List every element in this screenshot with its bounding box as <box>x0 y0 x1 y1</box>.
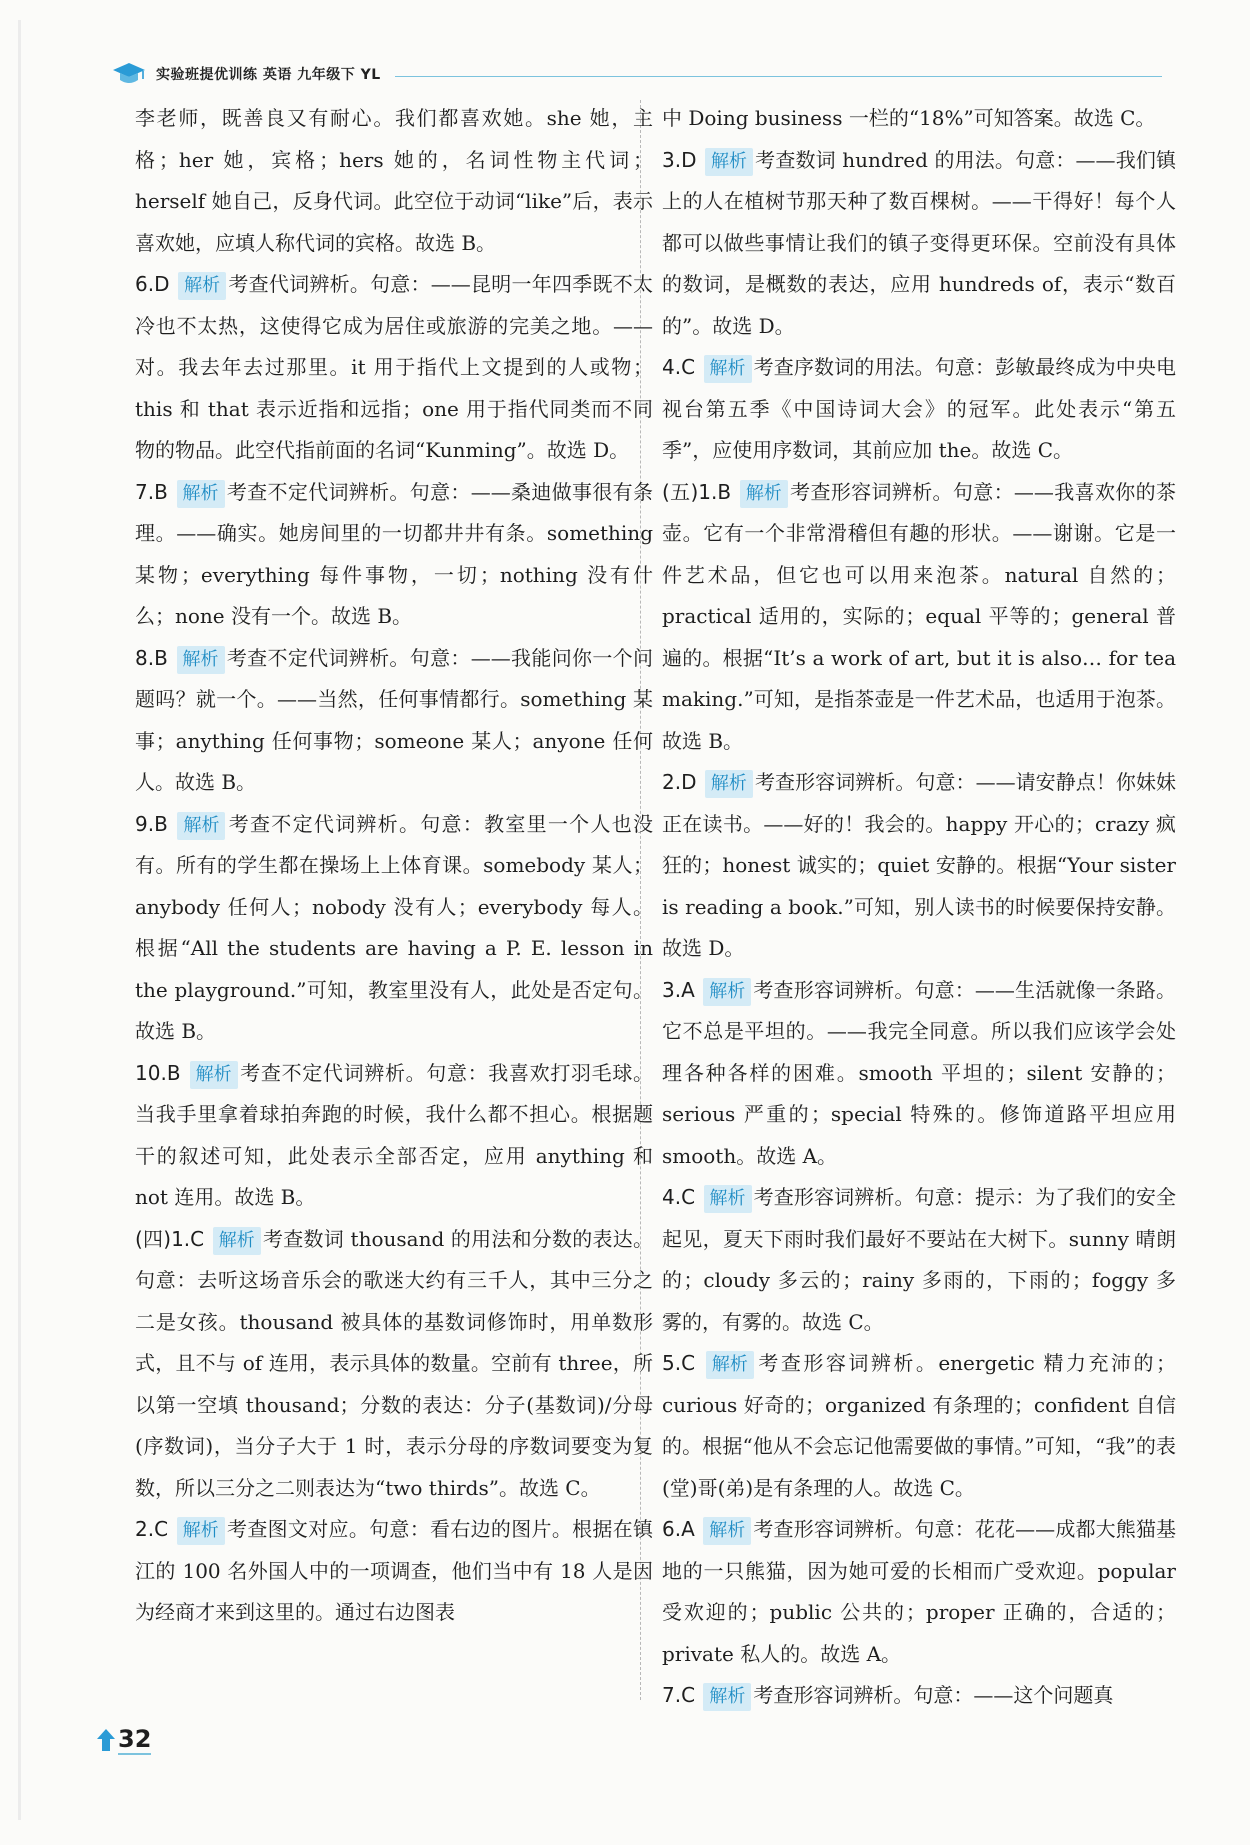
page-header <box>112 58 1162 90</box>
answer-letter: C <box>154 1517 169 1541</box>
explanation-text: 考查形容词辨析。句意：——生活就像一条路。它不总是平坦的。——我完全同意。所以我们应该学会处理各种各样的困难。smooth 平坦的；silent 安静的；serious 严重的；special 特殊的。修饰道路平坦应用 smooth。故选 A。 <box>662 977 1177 1168</box>
answer-item <box>662 1343 1176 1509</box>
answer-letter: D <box>681 147 697 172</box>
question-number: 3. <box>662 147 682 172</box>
question-number: 4. <box>662 355 682 379</box>
question-number: 6. <box>662 1517 682 1541</box>
explanation-text: 考查形容词辨析。句意：提示：为了我们的安全起见，夏天下雨时我们最好不要站在大树下。sunny 晴朗的；cloudy 多云的；rainy 多雨的，下雨的；foggy 多雾的，有雾的。故选 C。 <box>662 1185 1177 1334</box>
analysis-tag: 解析 <box>703 978 751 1006</box>
analysis-tag: 解析 <box>704 1185 752 1213</box>
explanation-text: 考查序数词的用法。句意：彭敏最终成为中央电视台第五季《中国诗词大会》的冠军。此处表示“第五季”，应使用序数词，其前应加 the。故选 C。 <box>662 355 1177 462</box>
explanation-text: 考查形容词辨析。句意：——我喜欢你的茶壶。它有一个非常滑稽但有趣的形状。——谢谢。它是一件艺术品，但它也可以用来泡茶。natural 自然的；practical 适用的，实际的；equal 平等的；general 普遍的。根据“It’s a work of art, but it is also… for tea making.”可知，是指茶壶是一件艺术品，也适用于泡茶。故选 B。 <box>662 479 1176 753</box>
analysis-tag: 解析 <box>190 1061 238 1089</box>
answer-letter: B <box>154 811 168 836</box>
graduation-cap-icon <box>112 60 146 88</box>
answer-item <box>135 472 653 638</box>
question-number: 2. <box>662 770 682 794</box>
page-number-text: 32 <box>118 1725 152 1753</box>
analysis-tag: 解析 <box>705 148 753 176</box>
explanation-text: 考查不定代词辨析。句意：——我能问你一个问题吗？就一个。——当然，任何事情都行。something 某事；anything 任何事物；someone 某人；anyone 任何人。故选 B。 <box>135 645 654 794</box>
answer-item <box>662 1509 1176 1675</box>
answer-item <box>135 1219 653 1510</box>
question-number: (四)1. <box>135 1226 191 1251</box>
question-number: (五)1. <box>662 479 718 504</box>
question-number: 6. <box>135 272 155 296</box>
answer-letter: B <box>717 479 732 504</box>
question-number: 3. <box>662 977 682 1002</box>
question-number: 4. <box>662 1185 682 1209</box>
answer-letter: C <box>681 1683 696 1707</box>
question-number: 9. <box>135 811 155 836</box>
up-arrow-icon <box>96 1727 116 1753</box>
question-number: 8. <box>135 645 155 670</box>
answer-item <box>662 347 1176 472</box>
explanation-text: 考查形容词辨析。句意：——请安静点！你妹妹正在读书。——好的！我会的。happy 开心的；crazy 疯狂的；honest 诚实的；quiet 安静的。根据“Your sister is reading a book.”可知，别人读书的时候要保持安静。故选 D。 <box>662 770 1177 960</box>
right-column <box>662 98 1176 1717</box>
explanation-text: 考查不定代词辨析。句意：教室里一个人也没有。所有的学生都在操场上上体育课。somebody 某人；anybody 任何人；nobody 没有人；everybody 每人。根据“All the students are having a P. E. lesson in the playground.”可知，教室里没有人，此处是否定句。故选 B。 <box>135 811 654 1043</box>
answer-item <box>662 1177 1176 1343</box>
answer-letter: C <box>681 355 696 379</box>
explanation-text: 考查图文对应。句意：看右边的图片。根据在镇江的 100 名外国人中的一项调查，他们当中有 18 人是因为经商才来到这里的。通过右边图表 <box>135 1517 654 1624</box>
explanation-text: 中 Doing business 一栏的“18%”可知答案。故选 C。 <box>662 106 1156 130</box>
question-number: 2. <box>135 1517 155 1541</box>
answer-item <box>662 762 1176 970</box>
analysis-tag: 解析 <box>177 812 225 840</box>
answer-item <box>135 264 653 472</box>
answer-letter: A <box>681 1517 695 1541</box>
analysis-tag: 解析 <box>178 272 226 300</box>
answer-item <box>135 804 653 1053</box>
analysis-tag: 解析 <box>705 770 753 798</box>
explanation-text: 考查数词 hundred 的用法。句意：——我们镇上的人在植树节那天种了数百棵树。——干得好！每个人都可以做些事情让我们的镇子变得更环保。空前没有具体的数词，是概数的表达，应用 hundreds of，表示“数百的”。故选 D。 <box>662 147 1177 338</box>
answer-letter: B <box>166 1060 181 1085</box>
explanation-text: 考查形容词辨析。句意：——这个问题真 <box>753 1683 1114 1707</box>
explanation-text: 考查形容词辨析。句意：花花——成都大熊猫基地的一只熊猫，因为她可爱的长相而广受欢迎。popular 受欢迎的；public 公共的；proper 正确的，合适的；private 私人的。故选 A。 <box>662 1517 1177 1666</box>
page-number <box>96 1720 151 1760</box>
question-number: 7. <box>662 1683 682 1707</box>
analysis-tag: 解析 <box>740 480 788 508</box>
answer-letter: D <box>154 272 170 296</box>
analysis-tag: 解析 <box>703 1517 751 1545</box>
question-number: 7. <box>135 479 155 504</box>
explanation-text: 考查数词 thousand 的用法和分数的表达。句意：去听这场音乐会的歌迷大约有三千人，其中三分之二是女孩。thousand 被具体的基数词修饰时，用单数形式，且不与 of 连用，表示具体的数量。空前有 three，所以第一空填 thousand；分数的表达：分子(基数词)/分母(序数词)，当分子大于 1 时，表示分母的序数词要变为复数，所以三分之二则表达为“two thirds”。故选 C。 <box>135 1226 654 1500</box>
answer-letter: D <box>681 770 697 794</box>
answer-item <box>662 472 1176 763</box>
answer-letter: B <box>154 645 168 670</box>
question-number: 5. <box>662 1351 682 1375</box>
explanation-text: 考查不定代词辨析。句意：——桑迪做事很有条理。——确实。她房间里的一切都井井有条。something 某物；everything 每件事物，一切；nothing 没有什么；none 没有一个。故选 B。 <box>135 479 654 628</box>
answer-item <box>662 1675 1176 1717</box>
left-column <box>135 98 653 1634</box>
answer-letter: C <box>190 1226 205 1251</box>
analysis-tag: 解析 <box>177 1517 225 1545</box>
analysis-tag: 解析 <box>706 1351 754 1379</box>
question-number: 10. <box>135 1060 167 1085</box>
answer-item <box>135 98 653 264</box>
analysis-tag: 解析 <box>177 480 225 508</box>
answer-item <box>662 98 1176 140</box>
answer-item <box>662 970 1176 1178</box>
page-edge-shadow <box>18 20 21 1820</box>
explanation-text: 李老师，既善良又有耐心。我们都喜欢她。she 她，主格；her 她，宾格；hers 她的，名词性物主代词；herself 她自己，反身代词。此空位于动词“like”后，表示喜欢她，应填人称代词的宾格。故选 B。 <box>135 106 653 255</box>
explanation-text: 考查不定代词辨析。句意：我喜欢打羽毛球。当我手里拿着球拍奔跑的时候，我什么都不担心。根据题干的叙述可知，此处表示全部否定，应用 anything 和 not 连用。故选 B。 <box>135 1060 654 1209</box>
analysis-tag: 解析 <box>177 646 225 674</box>
answer-item <box>662 140 1176 348</box>
answer-letter: B <box>154 479 168 504</box>
analysis-tag: 解析 <box>704 355 752 383</box>
analysis-tag: 解析 <box>703 1683 751 1711</box>
book-title: 实验班提优训练 英语 九年级下 YL <box>156 67 381 83</box>
answer-letter: A <box>681 977 695 1002</box>
answer-item <box>135 1053 653 1219</box>
analysis-tag: 解析 <box>213 1227 261 1255</box>
answer-item <box>135 638 653 804</box>
answer-letter: C <box>681 1185 696 1209</box>
explanation-text: 考查形容词辨析。energetic 精力充沛的；curious 好奇的；organized 有条理的；confident 自信的。根据“他从不会忘记他需要做的事情。”可知，“我”的表(堂)哥(弟)是有条理的人。故选 C。 <box>662 1351 1177 1500</box>
header-rule <box>395 76 1162 77</box>
explanation-text: 考查代词辨析。句意：——昆明一年四季既不太冷也不太热，这使得它成为居住或旅游的完美之地。——对。我去年去过那里。it 用于指代上文提到的人或物；this 和 that 表示近指和远指；one 用于指代同类而不同物的物品。此空代指前面的名词“Kunming”。故选 D。 <box>135 272 654 462</box>
answer-letter: C <box>681 1351 696 1375</box>
answer-item <box>135 1509 653 1634</box>
